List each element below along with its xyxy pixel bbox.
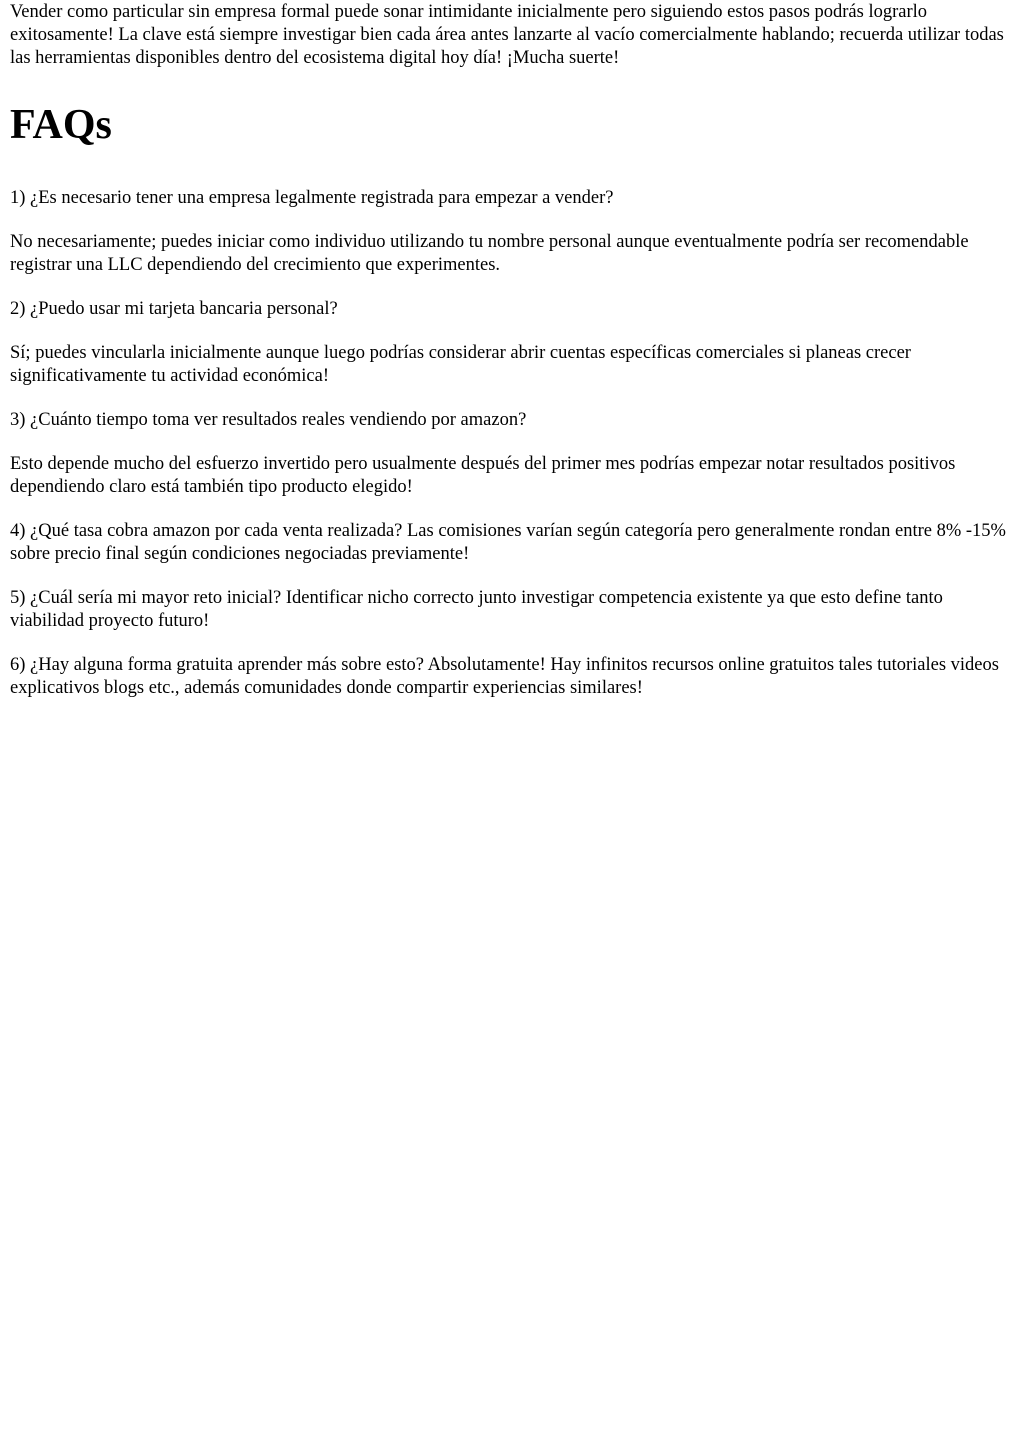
faq-answer-3: Esto depende mucho del esfuerzo invertido pero usualmente después del primer mes podrías empezar notar resultados positivos dependiendo claro está también tipo producto elegido! [10,454,956,497]
faq-heading: FAQs [10,102,112,148]
faq-item-6: 6) ¿Hay alguna forma gratuita aprender más sobre esto? Absolutamente! Hay infinitos recursos online gratuitos tales tutoriales videos explicativos blogs etc., además comunidades donde compartir experiencias similares! [10,655,999,698]
faq-answer-1: No necesariamente; puedes iniciar como individuo utilizando tu nombre personal aunque eventualmente podría ser recomendable registrar una LLC dependiendo del crecimiento que experimentes. [10,232,969,275]
faq-question-2: 2) ¿Puedo usar mi tarjeta bancaria personal? [10,299,338,319]
faq-question-3: 3) ¿Cuánto tiempo toma ver resultados reales vendiendo por amazon? [10,410,527,430]
faq-question-1: 1) ¿Es necesario tener una empresa legalmente registrada para empezar a vender? [10,188,614,208]
intro-paragraph: Vender como particular sin empresa formal puede sonar intimidante inicialmente pero siguiendo estos pasos podrás lograrlo exitosamente! La clave está siempre investigar bien cada área antes lanzarte al vacío comercialmente hablando; recuerda utilizar todas las herramientas disponibles dentro del ecosistema digital hoy día! ¡Mucha suerte! [10,2,1004,68]
faq-item-4: 4) ¿Qué tasa cobra amazon por cada venta realizada? Las comisiones varían según categoría pero generalmente rondan entre 8% -15% sobre precio final según condiciones negociadas previamente! [10,521,1006,564]
faq-item-5: 5) ¿Cuál sería mi mayor reto inicial? Identificar nicho correcto junto investigar competencia existente ya que esto define tanto viabilidad proyecto futuro! [10,588,943,631]
faq-list [10,187,1010,700]
faq-answer-2: Sí; puedes vincularla inicialmente aunque luego podrías considerar abrir cuentas específicas comerciales si planeas crecer significativamente tu actividad económica! [10,343,911,386]
article-page [0,0,1020,700]
